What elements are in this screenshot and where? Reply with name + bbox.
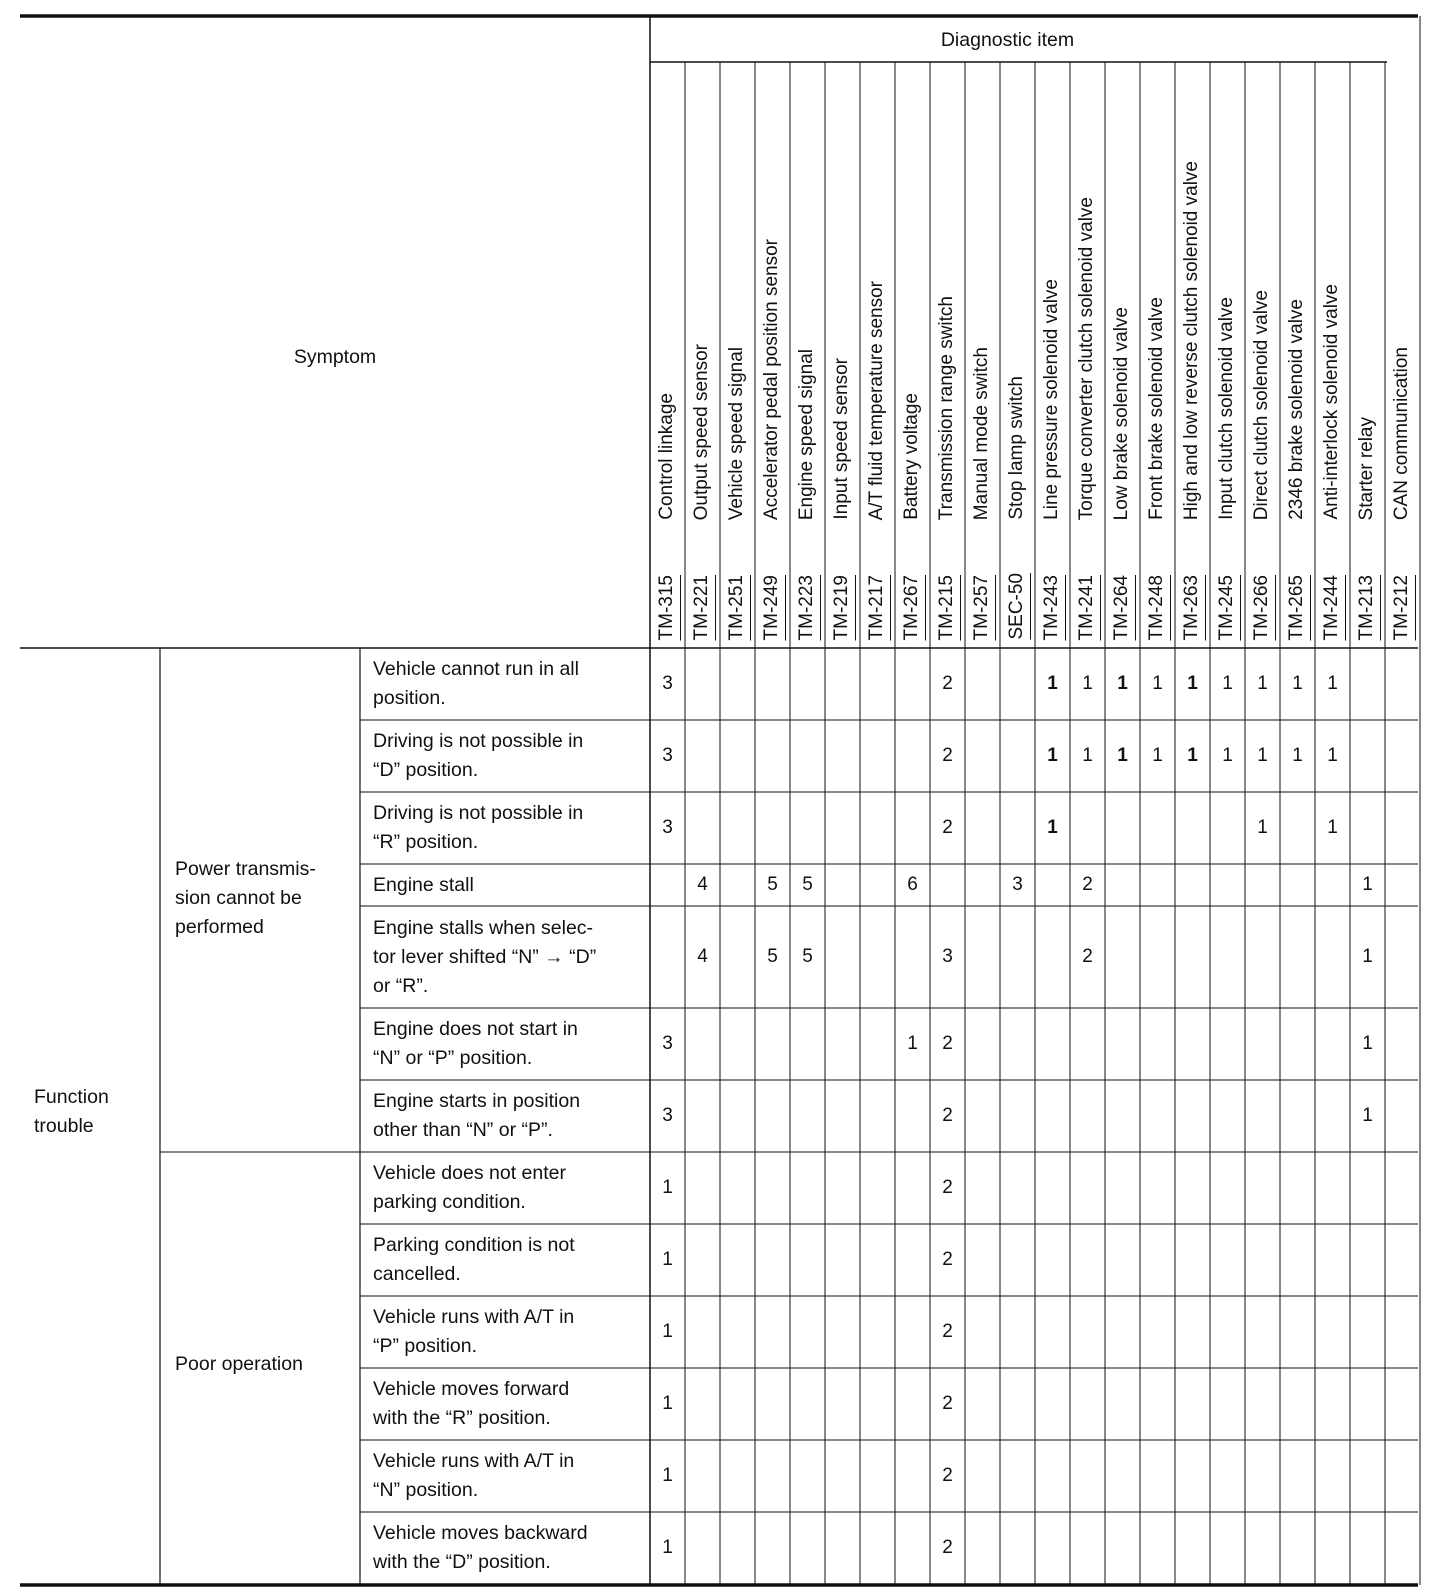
value-cell: 2	[942, 817, 953, 838]
column-header-name: Stop lamp switch	[1006, 376, 1027, 520]
column-header-name: Anti-interlock solenoid valve	[1321, 284, 1342, 520]
value-cell: 1	[1047, 673, 1058, 694]
value-cell: 1	[1362, 1033, 1373, 1054]
column-header-name: 2346 brake solenoid valve	[1286, 299, 1307, 520]
column-header-name: Starter relay	[1356, 416, 1377, 520]
value-cell: 1	[1257, 817, 1268, 838]
value-cell: 1	[1327, 673, 1338, 694]
value-cell: 1	[1117, 745, 1128, 766]
value-cell: 2	[1082, 946, 1093, 967]
column-header-name: Front brake solenoid valve	[1146, 297, 1167, 520]
column-header-name: Torque converter clutch solenoid valve	[1076, 196, 1097, 520]
column-header-code[interactable]: TM-251	[726, 574, 747, 640]
symptom-header: Symptom	[293, 346, 377, 368]
value-cell: 2	[942, 1249, 953, 1270]
column-header-name: Line pressure solenoid valve	[1041, 279, 1062, 520]
symptom-cell: Vehicle moves backward with the “D” position.	[373, 1522, 588, 1573]
value-cell: 1	[1187, 673, 1198, 694]
column-header-code[interactable]: TM-263	[1181, 574, 1202, 640]
value-cell: 1	[662, 1321, 673, 1342]
value-cell: 3	[662, 817, 673, 838]
symptom-cell: Engine stall	[373, 873, 474, 896]
value-cell: 1	[1082, 745, 1093, 766]
column-header-code[interactable]: TM-217	[866, 574, 887, 640]
value-cell: 3	[662, 1105, 673, 1126]
column-header-name: CAN communication	[1391, 346, 1412, 520]
value-cell: 1	[1362, 946, 1373, 967]
column-header-name: Direct clutch solenoid valve	[1251, 289, 1272, 520]
column-header-code[interactable]: SEC-50	[1006, 573, 1027, 640]
value-cell: 1	[1117, 673, 1128, 694]
value-cell: 2	[942, 1537, 953, 1558]
value-cell: 1	[1047, 745, 1058, 766]
column-header-code[interactable]: TM-241	[1076, 574, 1097, 640]
value-cell: 1	[662, 1537, 673, 1558]
column-header-code[interactable]: TM-212	[1391, 574, 1412, 640]
value-cell: 1	[662, 1249, 673, 1270]
value-cell: 3	[1012, 874, 1023, 895]
column-header-code[interactable]: TM-244	[1321, 574, 1342, 640]
symptom-cell: Driving is not possible in “R” position.	[373, 802, 584, 853]
column-header-code[interactable]: TM-265	[1286, 574, 1307, 640]
value-cell: 5	[767, 946, 778, 967]
value-cell: 1	[1362, 1105, 1373, 1126]
column-header-name: Output speed sensor	[691, 343, 712, 520]
group-power-transmission: Power transmis- sion cannot be performed	[175, 858, 316, 938]
value-cell: 2	[942, 1105, 953, 1126]
value-cell: 1	[662, 1465, 673, 1486]
column-header-code[interactable]: TM-315	[656, 574, 677, 640]
column-header-code[interactable]: TM-215	[936, 574, 957, 640]
column-header-code[interactable]: TM-257	[971, 574, 992, 640]
value-cell: 2	[942, 673, 953, 694]
column-header-name: Engine speed signal	[796, 348, 817, 520]
column-header-code[interactable]: TM-267	[901, 574, 922, 640]
symptom-cell: Vehicle does not enter parking condition.	[373, 1162, 566, 1213]
symptom-cell: Engine does not start in “N” or “P” position.	[373, 1018, 578, 1069]
value-cell: 3	[662, 745, 673, 766]
column-header-name: Input speed sensor	[831, 358, 852, 520]
value-cell: 1	[1152, 745, 1163, 766]
symptom-cell: Engine stalls when selec- tor lever shifted “N” → “D” or “R”.	[373, 916, 597, 997]
column-header-name: Low brake solenoid valve	[1111, 306, 1132, 520]
value-cell: 1	[1187, 745, 1198, 766]
column-header-name: Vehicle speed signal	[726, 346, 747, 520]
column-header-code[interactable]: TM-213	[1356, 574, 1377, 640]
column-header-code[interactable]: TM-264	[1111, 574, 1132, 640]
symptom-cell: Vehicle runs with A/T in “N” position.	[373, 1450, 575, 1501]
column-header-name: High and low reverse clutch solenoid valve	[1181, 160, 1202, 520]
column-header-name: Manual mode switch	[971, 346, 992, 520]
column-header-code[interactable]: TM-219	[831, 574, 852, 640]
column-header-code[interactable]: TM-245	[1216, 574, 1237, 640]
column-header-code[interactable]: TM-223	[796, 574, 817, 640]
value-cell: 3	[662, 1033, 673, 1054]
value-cell: 3	[662, 673, 673, 694]
symptom-cell: Engine starts in position other than “N” or “P”.	[373, 1090, 581, 1141]
value-cell: 5	[802, 946, 813, 967]
column-header-name: Input clutch solenoid valve	[1216, 297, 1237, 520]
value-cell: 1	[1222, 673, 1233, 694]
column-header-name: Transmission range switch	[936, 295, 957, 520]
symptom-cell: Vehicle runs with A/T in “P” position.	[373, 1306, 575, 1357]
value-cell: 2	[942, 1033, 953, 1054]
value-cell: 2	[942, 1393, 953, 1414]
symptom-cell: Parking condition is not cancelled.	[373, 1234, 575, 1285]
value-cell: 1	[1292, 673, 1303, 694]
value-cell: 1	[1327, 817, 1338, 838]
value-cell: 3	[942, 946, 953, 967]
value-cell: 1	[1257, 673, 1268, 694]
value-cell: 5	[767, 874, 778, 895]
value-cell: 1	[1257, 745, 1268, 766]
symptom-cell: Driving is not possible in “D” position.	[373, 730, 584, 781]
value-cell: 1	[662, 1177, 673, 1198]
value-cell: 2	[942, 1177, 953, 1198]
value-cell: 2	[942, 1321, 953, 1342]
value-cell: 1	[1327, 745, 1338, 766]
diagnostic-item-header: Diagnostic item	[940, 28, 1075, 51]
group-poor-operation: Poor operation	[175, 1353, 303, 1375]
value-cell: 2	[942, 745, 953, 766]
value-cell: 1	[1047, 817, 1058, 838]
value-cell: 1	[1222, 745, 1233, 766]
value-cell: 1	[1152, 673, 1163, 694]
column-header-code[interactable]: TM-266	[1251, 574, 1272, 640]
column-header-code[interactable]: TM-243	[1041, 574, 1062, 640]
value-cell: 1	[907, 1033, 918, 1054]
value-cell: 1	[1082, 673, 1093, 694]
value-cell: 2	[942, 1465, 953, 1486]
symptom-cell: Vehicle moves forward with the “R” position.	[373, 1378, 570, 1429]
value-cell: 4	[697, 946, 708, 967]
column-header-code[interactable]: TM-249	[761, 574, 782, 640]
value-cell: 1	[662, 1393, 673, 1414]
column-header-code[interactable]: TM-221	[691, 574, 712, 640]
column-header-code[interactable]: TM-248	[1146, 574, 1167, 640]
column-header-name: Control linkage	[656, 393, 677, 520]
category-function-trouble: Function trouble	[34, 1086, 109, 1137]
column-header-name: A/T fluid temperature sensor	[866, 280, 887, 520]
symptom-cell: Vehicle cannot run in all position.	[373, 658, 579, 709]
value-cell: 1	[1362, 874, 1373, 895]
value-cell: 2	[1082, 874, 1093, 895]
column-header-name: Accelerator pedal position sensor	[761, 239, 782, 520]
column-header-name: Battery voltage	[901, 393, 922, 520]
value-cell: 6	[907, 874, 918, 895]
value-cell: 4	[697, 874, 708, 895]
value-cell: 5	[802, 874, 813, 895]
value-cell: 1	[1292, 745, 1303, 766]
